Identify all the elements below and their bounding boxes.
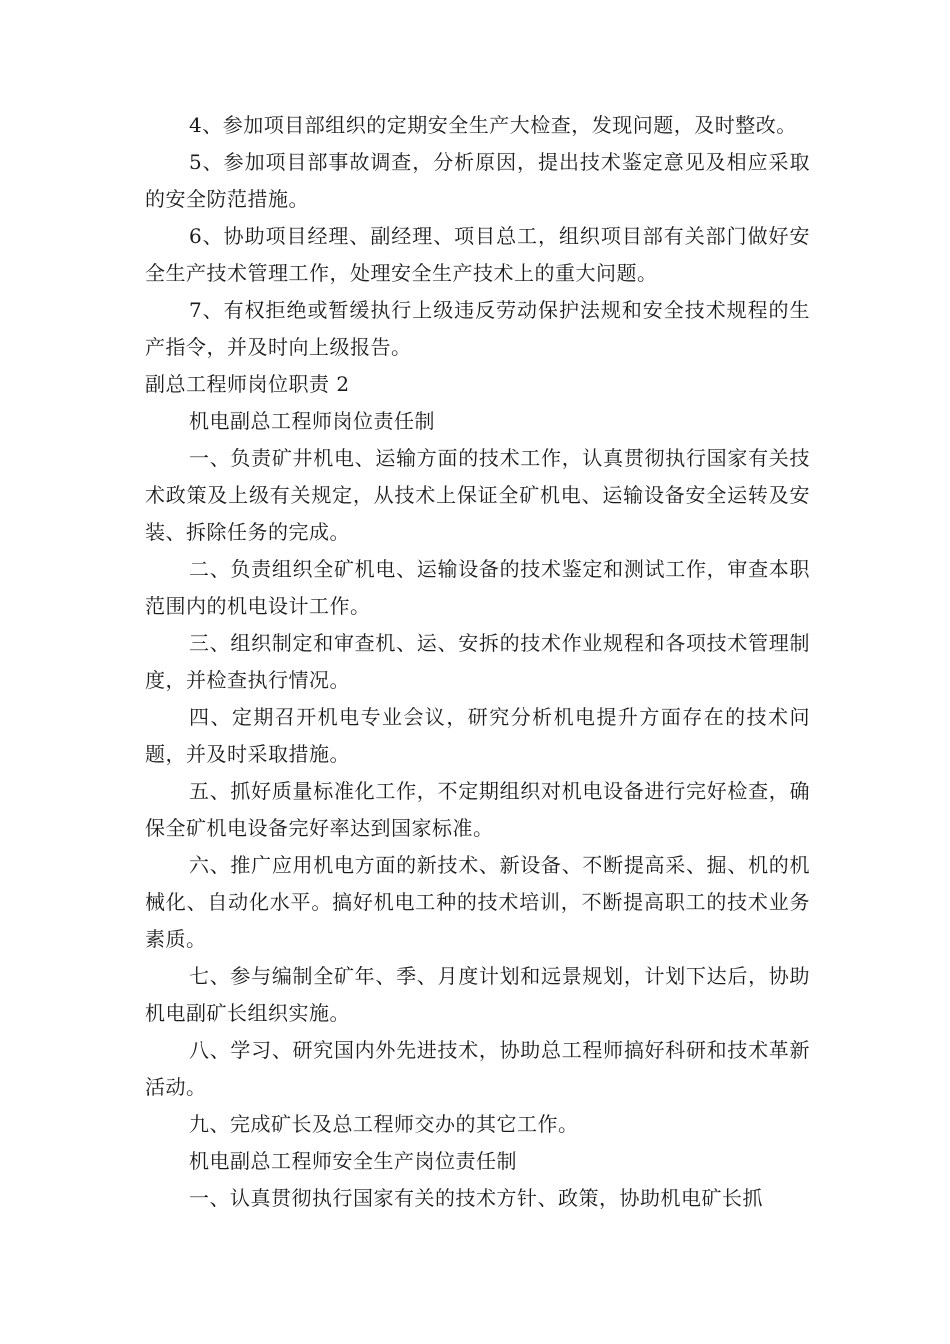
paragraph-item-4: 4、参加项目部组织的定期安全生产大检查，发现问题，及时整改。 bbox=[189, 113, 797, 137]
paragraph-item-6: 6、协助项目经理、副经理、项目总工，组织项目部有关部门做好安全生产技术管理工作，处理安全生产技术上的重大问题。 bbox=[145, 224, 810, 285]
paragraph-item-three: 三、组织制定和审查机、运、安拆的技术作业规程和各项技术管理制度，并检查执行情况。 bbox=[145, 631, 810, 692]
section-heading: 副总工程师岗位职责 2 bbox=[145, 372, 350, 396]
subsection-title-safety: 机电副总工程师安全生产岗位责任制 bbox=[189, 1149, 517, 1173]
paragraph-item-seven: 七、参与编制全矿年、季、月度计划和远景规划，计划下达后，协助机电副矿长组织实施。 bbox=[145, 964, 810, 1025]
subsection-title-responsibility: 机电副总工程师岗位责任制 bbox=[189, 409, 435, 433]
paragraph-item-safety-one: 一、认真贯彻执行国家有关的技术方针、政策，协助机电矿长抓 bbox=[189, 1186, 763, 1210]
paragraph-item-7: 7、有权拒绝或暂缓执行上级违反劳动保护法规和安全技术规程的生产指令，并及时向上级报告。 bbox=[145, 298, 810, 359]
paragraph-item-one: 一、负责矿井机电、运输方面的技术工作，认真贯彻执行国家有关技术政策及上级有关规定，从技术上保证全矿机电、运输设备安全运转及安装、拆除任务的完成。 bbox=[145, 446, 810, 544]
paragraph-item-nine: 九、完成矿长及总工程师交办的其它工作。 bbox=[189, 1112, 579, 1136]
paragraph-item-six: 六、推广应用机电方面的新技术、新设备、不断提高采、掘、机的机械化、自动化水平。搞好机电工种的技术培训，不断提高职工的技术业务素质。 bbox=[145, 853, 810, 951]
paragraph-item-eight: 八、学习、研究国内外先进技术，协助总工程师搞好科研和技术革新活动。 bbox=[145, 1038, 810, 1099]
paragraph-item-two: 二、负责组织全矿机电、运输设备的技术鉴定和测试工作，审查本职范围内的机电设计工作。 bbox=[145, 557, 810, 618]
paragraph-item-four: 四、定期召开机电专业会议，研究分析机电提升方面存在的技术问题，并及时采取措施。 bbox=[145, 705, 810, 766]
document-body bbox=[145, 107, 810, 1217]
paragraph-item-5: 5、参加项目部事故调查，分析原因，提出技术鉴定意见及相应采取的安全防范措施。 bbox=[145, 150, 810, 211]
paragraph-item-five: 五、抓好质量标准化工作，不定期组织对机电设备进行完好检查，确保全矿机电设备完好率达到国家标准。 bbox=[145, 779, 810, 840]
